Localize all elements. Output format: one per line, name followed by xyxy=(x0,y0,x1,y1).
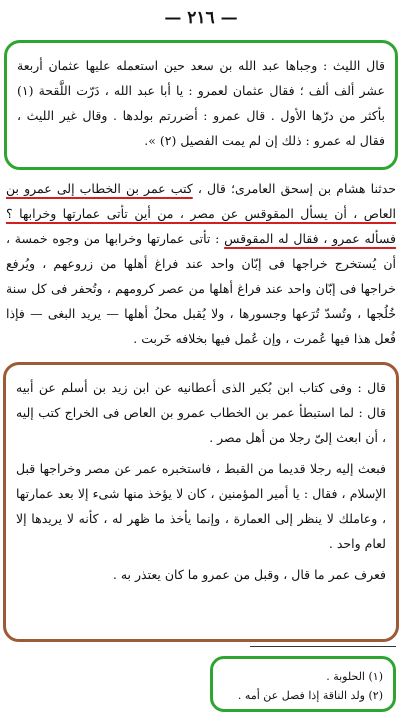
highlight-box-brown xyxy=(3,362,399,642)
passage-layth: قال الليث : وجباها عبد الله بن سعد حين استعمله عليها عثمان أربعة عشر ألف ألف ؛ فقال عثمان لعمرو : يا أبا عبد الله ، دَرّت اللَّقحة (١) بأكثر من درّها الأول . قال عمرو : أضررتم بولدها . وقال غير الليث ، فقال له عمرو : ذلك إن لم يمت الفصيل (٢) ». xyxy=(17,58,385,148)
footnote-1: (١) الحلوبة . xyxy=(326,670,383,683)
underlined-passage: كتب عمر بن الخطاب إلى عمرو بن العاص ، أن يسأل المقوقس عن مصر ، من أين تأتى عمارتها وخرابها ؟ فسأله عمرو ، فقال له المقوقس xyxy=(6,181,396,246)
passage-intro: حدثنا هشام بن إسحق العامرى؛ قال ، xyxy=(192,181,396,196)
passage-umar-accepts: فعرف عمر ما قال ، وقبل من عمرو ما كان يعتذر به . xyxy=(112,567,386,582)
footnotes-box xyxy=(210,656,396,712)
passage-ibn-bukair: قال : وفى كتاب ابن بُكير الذى أعطانيه عن ابن زيد بن أسلم عن أبيه قال : لما استبطأ عمر بن الخطاب عمرو بن العاص فى الخراج كتب إليه ، أن ابعث إلىّ رجلا من أهل مصر . xyxy=(16,380,386,445)
page-number: — ٢١٦ — xyxy=(164,8,238,28)
main-passage xyxy=(6,176,396,356)
highlight-box-green-top xyxy=(4,40,398,170)
passage-copt-man: فبعث إليه رجلا قديما من القبط ، فاستخبره عمر عن مصر وخراجها قبل الإسلام ، فقال : يا أمير المؤمنين ، كان لا يؤخذ منها شىء إلا بعد عمارتها ، وعاملك لا ينظر إلى العمارة ، وإنما يأخذ ما ظهر له ، كأنه لا يريدها إلا لعام واحد . xyxy=(16,461,386,551)
footnote-divider xyxy=(250,646,396,647)
footnote-2: (٢) ولد الناقة إذا فصل عن أمه . xyxy=(237,689,383,702)
passage-rest: : تأتى عمارتها وخرابها من وجوه خمسة ، أن يُستخرج خراجها فى إبّان واحد عند فراغ أهلها من زروعهم ، ويُرفع خراجها فى إبّان واحد عند فراغ أهلها من عصر كرومهم ، وتُحفر فى كل سنة خُلُجها ، وتُسدّ تُرَعها وجسورها ، ولا يُقبل محلُ أهلها — يريد البغى — فإذا فُعل هذا فيها عُمرت ، وإن عُمل فيها بخلافه خَربت . xyxy=(6,231,396,346)
